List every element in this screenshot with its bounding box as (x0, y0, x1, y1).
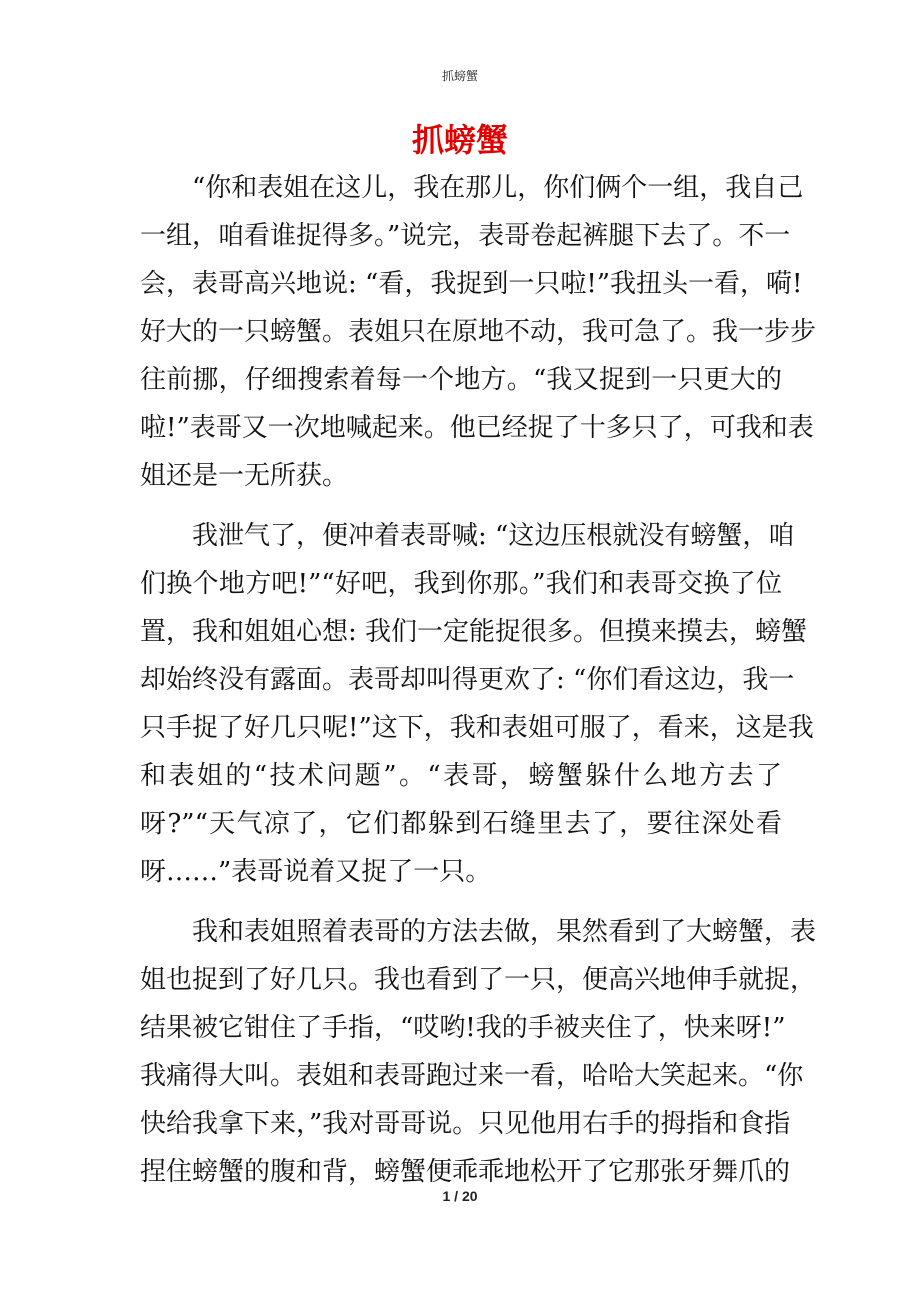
text-line: 姐也捉到了好几只。我也看到了一只，便高兴地伸手就捉， (140, 965, 817, 995)
text-line: 好大的一只螃蟹。表姐只在原地不动，我可急了。我一步步 (140, 317, 817, 347)
text-line: “你和表姐在这儿，我在那儿，你们俩个一组，我自己 (192, 173, 804, 203)
document-body (140, 164, 817, 1208)
page-header: 抓螃蟹 (441, 69, 478, 83)
text-line: 啦!”表哥又一次地喊起来。他已经捉了十多只了，可我和表 (140, 413, 814, 443)
text-line: 置，我和姐姐心想: 我们一定能捉很多。但摸来摸去，螃蟹 (140, 617, 808, 647)
text-line: 我和表姐照着表哥的方法去做，果然看到了大螃蟹，表 (192, 917, 817, 947)
page-number: 1 / 20 (442, 1188, 478, 1204)
document-title: 抓螃蟹 (411, 121, 508, 159)
text-line: 结果被它钳住了手指，“哎哟!我的手被夹住了，快来呀!” (140, 1013, 786, 1043)
text-line: 快给我拿下来，”我对哥哥说。只见他用右手的拇指和食指 (140, 1109, 791, 1139)
paragraph-3 (140, 908, 817, 1196)
text-line: 我痛得大叫。表姐和表哥跑过来一看，哈哈大笑起来。“你 (140, 1061, 804, 1091)
text-line: 只手捉了好几只呢!”这下，我和表姐可服了，看来，这是我 (140, 713, 814, 743)
text-line: 呀……”表哥说着又捉了一只。 (140, 857, 492, 887)
text-line: 捏住螃蟹的腹和背，螃蟹便乖乖地松开了它那张牙舞爪的 (140, 1157, 791, 1187)
text-line: 呀?”“天气凉了，它们都躲到石缝里去了，要往深处看 (140, 809, 782, 839)
text-line: 一组，咱看谁捉得多。”说完，表哥卷起裤腿下去了。不一 (140, 221, 791, 251)
text-line: 们换个地方吧!”“好吧，我到你那。”我们和表哥交换了位 (140, 569, 782, 599)
text-line: 往前挪，仔细搜索着每一个地方。“我又捉到一只更大的 (140, 365, 782, 395)
text-line: 却始终没有露面。表哥却叫得更欢了: “你们看这边，我一 (140, 665, 795, 695)
text-line: 姐还是一无所获。 (140, 461, 349, 491)
paragraph-1 (140, 164, 817, 500)
paragraph-2 (140, 512, 814, 896)
text-line: 会，表哥高兴地说: “看，我捉到一只啦!”我扭头一看，嗬! (140, 269, 803, 299)
text-line: 我泄气了，便冲着表哥喊: “这边压根就没有螃蟹，咱 (192, 521, 795, 551)
text-line: 和表姐的“技术问题”。“表哥，螃蟹躲什么地方去了 (140, 761, 782, 791)
